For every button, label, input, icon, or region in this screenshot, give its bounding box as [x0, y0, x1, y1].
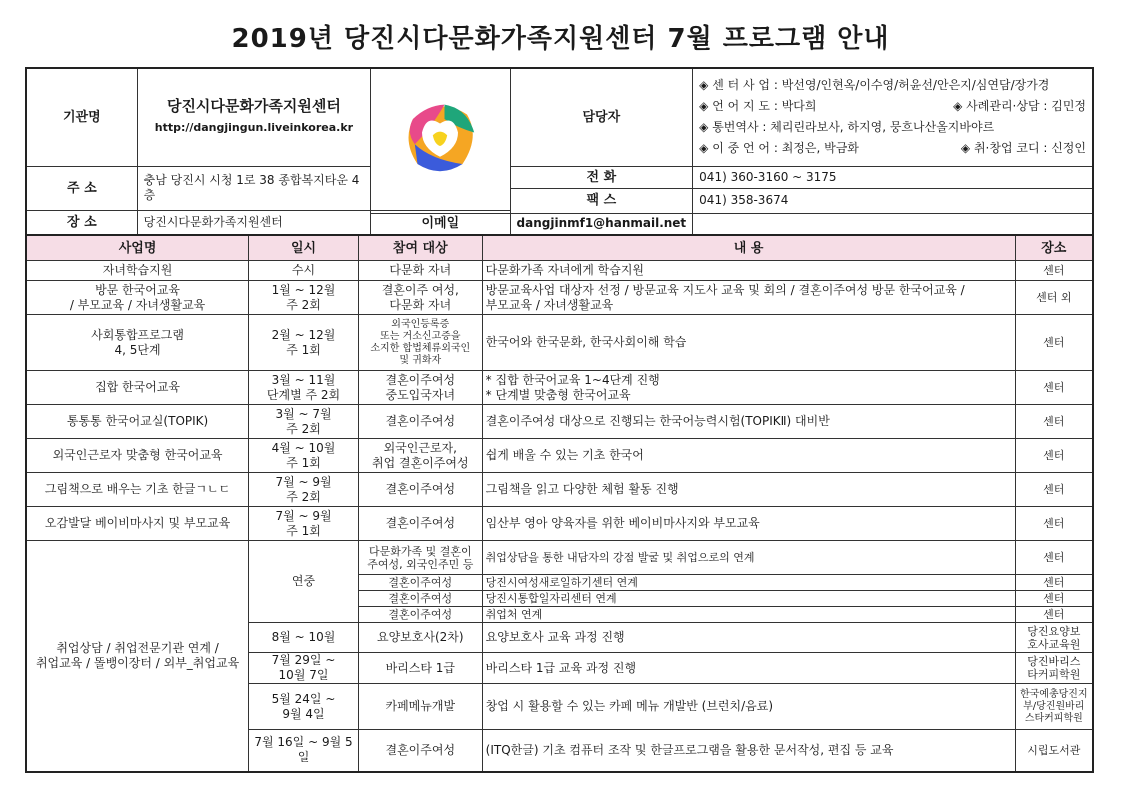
col-header-date: 일시	[249, 235, 359, 261]
job-target: 다문화가족 및 결혼이 주여성, 외국인주민 등	[358, 541, 482, 575]
table-row	[26, 281, 1093, 315]
program-date: 2월 ~ 12월 주 1회	[249, 315, 359, 371]
job-content: (ITQ한글) 기초 컴퓨터 조작 및 한글프로그램을 활용한 문서작성, 편집 등 교육	[482, 730, 1015, 772]
agency-url[interactable]: http://dangjingun.liveinkorea.kr	[154, 121, 354, 135]
program-target: 결혼이주여성	[358, 473, 482, 507]
logo-cell	[371, 68, 510, 210]
program-content: 쉽게 배울 수 있는 기초 한국어	[482, 439, 1015, 473]
phone-value: 041) 360-3160 ~ 3175	[693, 166, 1093, 188]
job-date: 5월 24일 ~ 9월 4일	[249, 684, 359, 730]
agency-name: 당진시다문화가족지원센터	[166, 97, 341, 116]
job-target: 바리스타 1급	[358, 653, 482, 684]
table-row	[26, 541, 1093, 575]
job-content: 바리스타 1급 교육 과정 진행	[482, 653, 1015, 684]
job-place: 시립도서관	[1015, 730, 1093, 772]
phone-label: 전 화	[510, 166, 693, 188]
job-content: 취업처 연계	[482, 607, 1015, 623]
job-date: 7월 29일 ~ 10월 7일	[249, 653, 359, 684]
staff-cell	[693, 68, 1093, 166]
job-target: 요양보호사(2차)	[358, 623, 482, 653]
job-target: 결혼이주여성	[358, 575, 482, 591]
program-place: 센터	[1015, 261, 1093, 281]
staff-line-2b: ◈ 사례관리·상담 : 김민정	[953, 99, 1086, 114]
address-value: 충남 당진시 시청 1로 38 종합복지타운 4층	[137, 166, 371, 210]
program-target: 외국인등록증 또는 거소신고증을 소지한 합법체류외국인 및 귀화자	[358, 315, 482, 371]
program-date: 수시	[249, 261, 359, 281]
program-place: 센터	[1015, 405, 1093, 439]
program-name: 오감발달 베이비마사지 및 부모교육	[26, 507, 249, 541]
job-date: 8월 ~ 10월	[249, 623, 359, 653]
center-logo-icon	[395, 92, 485, 182]
program-date: 4월 ~ 10월 주 1회	[249, 439, 359, 473]
program-target: 다문화 자녀	[358, 261, 482, 281]
program-name: 그림책으로 배우는 기초 한글ㄱㄴㄷ	[26, 473, 249, 507]
job-content: 요양보호사 교육 과정 진행	[482, 623, 1015, 653]
program-date: 7월 ~ 9월 주 2회	[249, 473, 359, 507]
job-place: 센터	[1015, 575, 1093, 591]
table-row	[26, 261, 1093, 281]
col-header-name: 사업명	[26, 235, 249, 261]
job-target: 카페메뉴개발	[358, 684, 482, 730]
program-place: 센터	[1015, 315, 1093, 371]
job-place: 당진바리스 타커피학원	[1015, 653, 1093, 684]
program-content: 한국어와 한국문화, 한국사회이해 학습	[482, 315, 1015, 371]
program-content: 결혼이주여성 대상으로 진행되는 한국어능력시험(TOPIKⅡ) 대비반	[482, 405, 1015, 439]
job-ongoing-date: 연중	[249, 541, 359, 623]
program-name: 사회통합프로그램 4, 5단계	[26, 315, 249, 371]
program-content: 방문교육사업 대상자 선정 / 방문교육 지도사 교육 및 회의 / 결혼이주여성 방문 한국어교육 / 부모교육 / 자녀생활교육	[482, 281, 1015, 315]
job-target: 결혼이주여성	[358, 730, 482, 772]
program-place: 센터	[1015, 473, 1093, 507]
staff-label: 담당자	[510, 68, 693, 166]
staff-line-2a: ◈ 언 어 지 도 : 박다희	[699, 99, 817, 114]
program-target: 외국인근로자, 취업 결혼이주여성	[358, 439, 482, 473]
job-place: 센터	[1015, 591, 1093, 607]
job-content: 당진시여성새로일하기센터 연계	[482, 575, 1015, 591]
program-name: 외국인근로자 맞춤형 한국어교육	[26, 439, 249, 473]
col-header-target: 참여 대상	[358, 235, 482, 261]
job-content: 창업 시 활용할 수 있는 카페 메뉴 개발반 (브런치/음료)	[482, 684, 1015, 730]
job-place: 센터	[1015, 607, 1093, 623]
program-name: 자녀학습지원	[26, 261, 249, 281]
job-target: 결혼이주여성	[358, 607, 482, 623]
table-row	[26, 405, 1093, 439]
program-place: 센터	[1015, 507, 1093, 541]
job-target: 결혼이주여성	[358, 591, 482, 607]
program-target: 결혼이주여성	[358, 405, 482, 439]
fax-value: 041) 358-3674	[693, 188, 1093, 213]
program-date: 7월 ~ 9월 주 1회	[249, 507, 359, 541]
place-value: 당진시다문화가족지원센터	[137, 210, 371, 235]
table-row	[26, 473, 1093, 507]
staff-line-4b: ◈ 취·창업 코디 : 신정인	[960, 141, 1086, 156]
program-name: 집합 한국어교육	[26, 371, 249, 405]
program-content: 그림책을 읽고 다양한 체험 활동 진행	[482, 473, 1015, 507]
page-title: 2019년 당진시다문화가족지원센터 7월 프로그램 안내	[231, 24, 890, 54]
agency-cell	[137, 68, 371, 166]
col-header-place: 장소	[1015, 235, 1093, 261]
table-row	[26, 507, 1093, 541]
program-place: 센터	[1015, 371, 1093, 405]
table-row	[26, 439, 1093, 473]
table-row	[26, 315, 1093, 371]
program-content: 임산부 영아 양육자를 위한 베이비마사지와 부모교육	[482, 507, 1015, 541]
program-target: 결혼이주여성	[358, 507, 482, 541]
address-label: 주 소	[26, 166, 137, 210]
program-date: 3월 ~ 7월 주 2회	[249, 405, 359, 439]
program-date: 1월 ~ 12월 주 2회	[249, 281, 359, 315]
program-date: 3월 ~ 11월 단계별 주 2회	[249, 371, 359, 405]
job-content: 당진시통합일자리센터 연계	[482, 591, 1015, 607]
program-place: 센터 외	[1015, 281, 1093, 315]
col-header-content: 내 용	[482, 235, 1015, 261]
fax-label: 팩 스	[510, 188, 693, 213]
email-label: 이메일	[371, 213, 510, 235]
program-content: 다문화가족 자녀에게 학습지원	[482, 261, 1015, 281]
table-row	[26, 371, 1093, 405]
program-target: 결혼이주 여성, 다문화 자녀	[358, 281, 482, 315]
staff-line-4a: ◈ 이 중 언 어 : 최정은, 박금화	[699, 141, 859, 156]
job-program-name: 취업상담 / 취업전문기관 연계 / 취업교육 / 똘뱅이장터 / 외부_취업교육	[26, 541, 249, 772]
email-value[interactable]: dangjinmf1@hanmail.net	[510, 213, 693, 235]
program-place: 센터	[1015, 439, 1093, 473]
agency-info-table	[25, 67, 1094, 236]
agency-label: 기관명	[26, 68, 137, 166]
job-content: 취업상담을 통한 내담자의 강점 발굴 및 취업으로의 연계	[482, 541, 1015, 575]
place-label: 장 소	[26, 210, 137, 235]
job-place: 센터	[1015, 541, 1093, 575]
staff-line-1: ◈ 센 터 사 업 : 박선영/인현옥/이수영/허윤선/안은지/심연담/장가경	[699, 78, 1050, 93]
staff-line-3: ◈ 통번역사 : 체리린라보사, 하지영, 뭉흐나산올지바야르	[699, 120, 995, 135]
job-date: 7월 16일 ~ 9월 5일	[249, 730, 359, 772]
job-place: 당진요양보 호사교육원	[1015, 623, 1093, 653]
program-content: * 집합 한국어교육 1~4단계 진행 * 단계별 맞춤형 한국어교육	[482, 371, 1015, 405]
program-name: 통통통 한국어교실(TOPIK)	[26, 405, 249, 439]
program-table	[25, 234, 1094, 773]
program-name: 방문 한국어교육 / 부모교육 / 자녀생활교육	[26, 281, 249, 315]
program-target: 결혼이주여성 중도입국자녀	[358, 371, 482, 405]
job-place: 한국예총당진지 부/당진원바리 스타커피학원	[1015, 684, 1093, 730]
